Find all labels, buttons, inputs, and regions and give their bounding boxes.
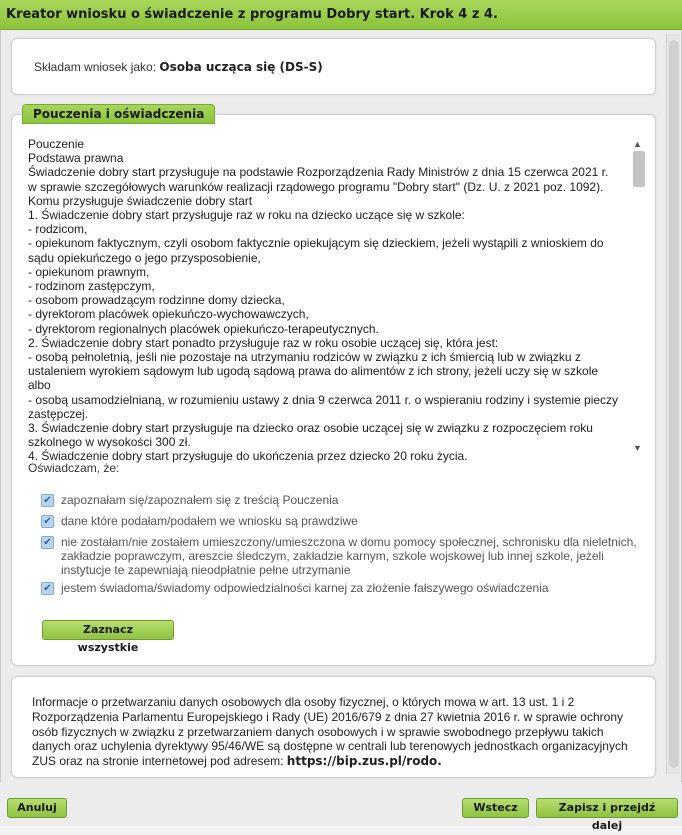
instruction-line: - dyrektorom regionalnych placówek opiekuńczo-terapeutycznych.	[28, 321, 379, 336]
gdpr-panel	[11, 676, 656, 778]
footer-bar	[0, 782, 682, 832]
instruction-line: zastępczej.	[28, 406, 89, 421]
instruction-line: Podstawa prawna	[28, 151, 124, 166]
declaration-item[interactable]	[41, 493, 641, 507]
instruction-line: - dyrektorom placówek opiekuńczo-wychowawczych,	[28, 307, 309, 322]
applicant-label	[34, 60, 323, 74]
instruction-line: - rodzicom,	[28, 222, 88, 237]
instruction-line: ustaleniem wyrokiem sądowym lub ugodą sądową prawa do alimentów z ich strony, jeżeli uczy się w szkole	[28, 364, 599, 379]
instruction-line: 2. Świadczenie dobry start ponadto przysługuje raz w roku osobie uczącej się, która jest:	[28, 335, 499, 350]
instruction-line: szkolnego w wysokości 300 zł.	[28, 435, 191, 450]
instruction-line: sądu opiekuńczego o jego przysposobienie,	[28, 250, 261, 265]
declaration-item[interactable]	[41, 514, 641, 528]
cancel-button[interactable]: Anuluj	[7, 798, 67, 818]
applicant-type: Osoba ucząca się (DS-S)	[159, 60, 323, 74]
check-icon: ✔	[43, 495, 52, 506]
declaration-checkbox[interactable]	[41, 536, 54, 549]
declarations-heading: Oświadczam, że:	[28, 461, 120, 475]
gdpr-link[interactable]: https://bip.zus.pl/rodo.	[286, 754, 442, 769]
check-icon: ✔	[43, 537, 52, 548]
gdpr-info-text: Informacje o przetwarzaniu danych osobowych dla osoby fizycznej, o których mowa w art. 13 ust. 1 i 2 Rozporządzenia Parlamentu Europejskiego i Rady (UE) 2016/679 z dnia 27 kwietnia 2016 r. w sprawie ochrony osób fizycznych w związku z przetwarzaniem danych osobowych i w sprawie swobodnego przepływu takich danych oraz uchylenia dyrektywy 95/46/WE są dostępne w centrali lub terenowych jednostkach organizacyjnych ZUS oraz na stronie internetowej pod adresem:	[32, 695, 628, 769]
applicant-prefix: Składam wniosek jako:	[34, 60, 160, 74]
instruction-line: - opiekunom prawnym,	[28, 264, 150, 279]
instruction-line: albo	[28, 378, 51, 393]
instruction-line: w sprawie szczegółowych warunków realizacji rządowego programu "Dobry start" (Dz. U. z 2021 poz. 1092).	[28, 179, 604, 194]
check-icon: ✔	[43, 583, 52, 594]
instruction-line: 1. Świadczenie dobry start przysługuje raz w roku na dziecko uczące się w szkole:	[28, 208, 465, 223]
declaration-text: dane które podałam/podałem we wniosku są prawdziwe	[61, 514, 358, 528]
back-button[interactable]: Wstecz	[462, 798, 529, 818]
declaration-checkbox[interactable]	[41, 515, 54, 528]
instruction-line: - osobą usamodzielnianą, w rozumieniu ustawy z dnia 9 czerwca 2011 r. o wspieraniu rodziny i systemie pieczy	[28, 392, 619, 407]
section-tab: Pouczenia i oświadczenia	[22, 104, 215, 124]
instruction-line: Komu przysługuje świadczenie dobry start	[28, 193, 253, 208]
instructions-textarea[interactable]	[28, 137, 646, 464]
check-all-button[interactable]: Zaznacz wszystkie	[42, 620, 174, 640]
wizard-title: Kreator wniosku o świadczenie z programu Dobry start. Krok 4 z 4.	[0, 0, 682, 30]
declaration-checkbox[interactable]	[41, 582, 54, 595]
declaration-text: zapoznałam się/zapoznałem się z treścią Pouczenia	[61, 493, 339, 507]
instruction-line: Świadczenie dobry start przysługuje na podstawie Rozporządzenia Rady Ministrów z dnia 15 czerwca 2021 r.	[28, 165, 609, 180]
declaration-checkbox[interactable]	[41, 494, 54, 507]
instruction-line: - rodzinom zastępczym,	[28, 279, 155, 294]
page-scrollbar[interactable]	[666, 34, 680, 774]
instruction-line: Pouczenie	[28, 137, 85, 151]
instruction-line: - opiekunom faktycznym, czyli osobom faktycznie opiekującym się dzieckiem, jeżeli wystąpili z wnioskiem do	[28, 236, 604, 251]
instruction-line: - osobom prowadzącym rodzinne domy dziecka,	[28, 293, 285, 308]
gdpr-info	[32, 695, 637, 769]
applicant-panel	[11, 38, 656, 95]
page-scrollbar-thumb[interactable]	[669, 40, 679, 768]
declaration-text: jestem świadoma/świadomy odpowiedzialności karnej za złożenie fałszywego oświadczenia	[61, 581, 549, 595]
instruction-line: 4. Świadczenie dobry start przysługuje do ukończenia przez dziecko 20 roku życia.	[28, 449, 468, 464]
declaration-item[interactable]	[41, 581, 641, 595]
save-next-button[interactable]: Zapisz i przejdź dalej	[536, 798, 678, 818]
chevron-down-icon[interactable]: ▼	[633, 443, 642, 453]
check-icon: ✔	[43, 516, 52, 527]
declaration-text: nie zostałam/nie zostałem umieszczony/umieszczona w domu pomocy społecznej, schronisku dla nieletnich, zakładzie poprawczym, areszcie śledczym, zakładzie karnym, szkole wojskowej lub innej szkole, jeżeli instytucje te zapewniają nieodpłatnie pełne utrzymanie	[61, 535, 637, 577]
instructions-panel	[11, 114, 656, 666]
instructions-scrollbar[interactable]	[630, 137, 646, 455]
instruction-line: 3. Świadczenie dobry start przysługuje na dziecko oraz osobie uczącej się w związku z rozpoczęciem roku	[28, 421, 593, 436]
chevron-up-icon[interactable]: ▲	[633, 139, 642, 149]
instruction-line: - osobą pełnoletnią, jeśli nie pozostaje na utrzymaniu rodziców w związku z ich śmiercią lub w związku z	[28, 350, 581, 365]
instructions-scrollbar-thumb[interactable]	[633, 151, 645, 187]
declaration-item[interactable]	[41, 535, 641, 577]
instructions-content	[28, 137, 646, 464]
